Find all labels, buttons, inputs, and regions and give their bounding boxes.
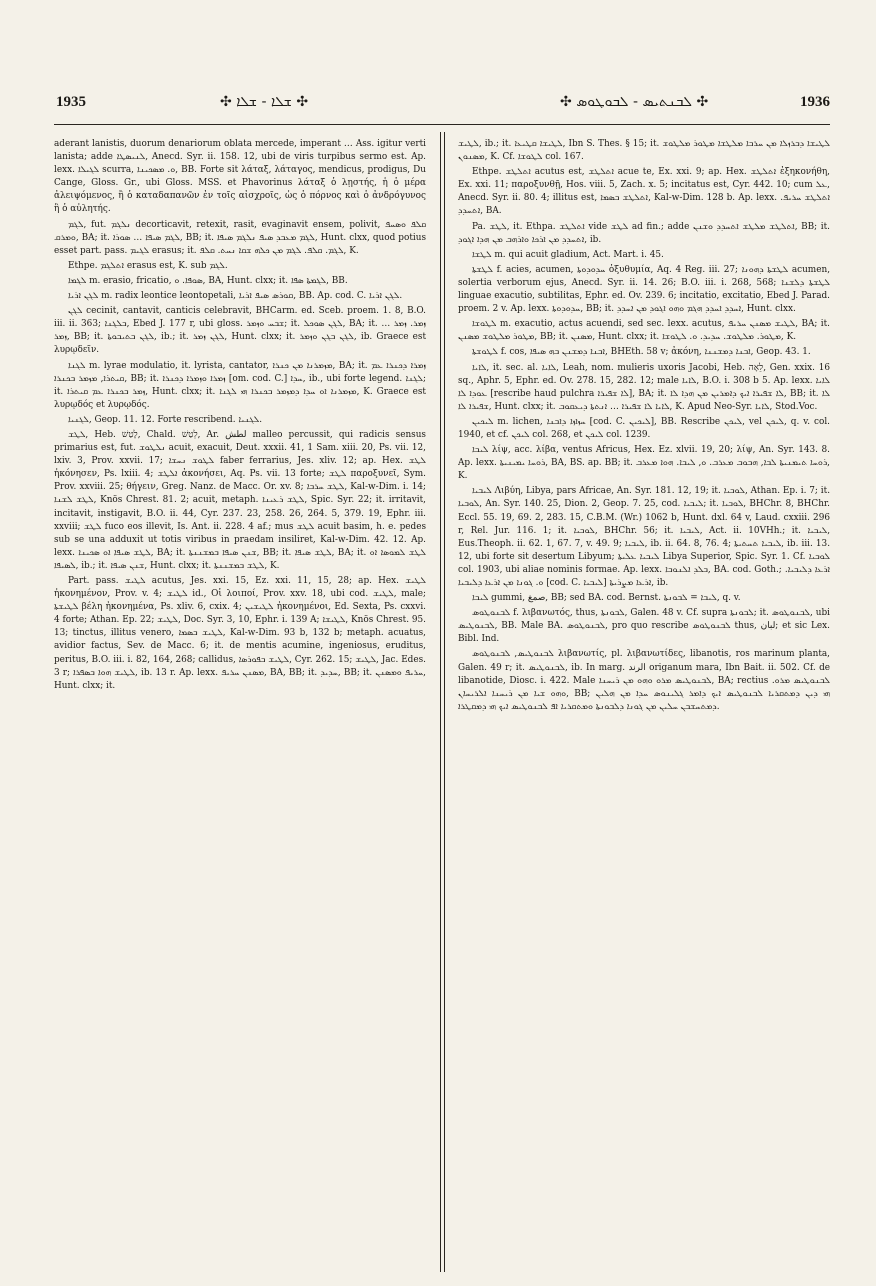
dictionary-entry: ܠܛܘܫܐ m. exacutio, actus acuendi, sed sec. lexx. acutus, ܠܛܝܫ ܡܣܢܢ ܚܪܝܦ, BA; it. ܡܛܘܪ ܡܠܛܘܫ ܡܣܢܢ, BB; it. ܡܣܢܢ, Hunt. clxx; it. ܡܛܘܪ. ܡܠܛܘܫ. ܚܕܝܕ. ܘ. ܠܛܘܫܐ, K. — [458, 319, 830, 343]
page-header — [40, 94, 830, 120]
dictionary-entry: ܠܝܒܝܐ Λιβύη, Libya, pars Africae, An. Syr. 181. 12, 19; it. ܠܘܒܝܐ, Athan. Ep. i. 7; it. ܠܘܒܝܐ, An. Syr. 140. 25, Dion. 2, Geop. 7. 25, cod. ܠܝܒܝܐ; it. ܠܘܒܝܐ, BHChr. 8, BHChr. Eccl. 55. 19, 69. 2, 283. 15, C.B.M. (Wr.) 1062 b, Hunt. dxl. 64 v, Laud. cxxiii. 296 r, Rel. Jur. 116. 1; it. ܠܘܒܝܐ, BHChr. 56; it. ܠܝܒܝܐ, Act. ii. 10VHh.; it. ܠܝܒܝܐ, Eus.Theoph. ii. 62. 1, 67. 7, v. 49. 9; ܠܝܒܝܐ, ib. ii. 64. 8, 76. 4; ܠܝܒܝܐ ܬܚܬܝܬܐ, ib. iii. 13. 12, ubi forte sit desertum Libyum; ܠܝܒܝܐ ܥܠܝܬܐ Libya Superior, Spic. Syr. 1. Cf. ܠܘܒܝܐ col. 1903, ubi aliae nominis formae. Ap. lexx. ܒܠܕ ܐܠܢܘܒܐ, BA. cod. Goth.; ܐܪܥܐ ܕܠܝܒܝܐ. ܘ. ܓܘܢܐ ܡܢ ܐܪܥܐ ܕܠܝܒܝܐ [cod. C. ܠܝܒܝܐ] ܐܪܥܐ ܡܨܪܝܬܐ, ib. — [458, 486, 830, 588]
dictionary-entry: ܠܓܢ cecinit, cantavit, canticis celebravit, BHCarm. ed. Sceb. proem. 1. 8, B.O. iii. ii. 363; ܒܠܓܢܐ, Ebed J. 177 r, ubi gloss. ܫܒܚ ܘܙܡܪ; it. ܠܓܢ ܣܘܟܠ, BA; it. ܙܡܪ. ܙܡܪ … ܙܡܪ, BB; it. ܠܓܢ ܒܬܝܒܘܬܐ, ib.; it. ܠܓܢ ܙܡܪ, Hunt. clxx; it. ܠܓܢ ܒܓܢ ܘܙܡܪ, ib. Graece est λυρῳδεῖν. — [54, 306, 426, 356]
dictionary-entry: ܠܝܒܐ gummi, صمغ, BB; sed BA. cod. Bernst. ܠܝܒܐ = ܠܒܘܢܬܐ, q. v. — [472, 593, 741, 604]
dictionary-entry: ܠܛܫܬܐ f. acies, acumen, ܚܕܘܕܘܬܐ ὀξυθυμία, Aq. 4 Reg. iii. 27; ܠܛܫܬܐ ܕܗܘܢܐ acumen, solertia verborum ejus, Anecd. Syr. ii. 14. 26; B.O. iii. i. 268, 568; ܠܛܫܬܐ ܕܠܫܢܐ linguae exacutio, subtilitas, Ephr. ed. Ov. 239. 6; incitatio, excitatio, Ebed J. Parad. proem. 2 v. Ap. lexx. ܚܕܘܕܘܬܐ, BB; it. ܐܚܕܕ ܐܚܕܕ ܗܓܡ ܘܗܘ ܐܓܘܕ ܡܢ ܐܚܕܕ, Hunt. clxx. — [458, 264, 830, 315]
column-divider — [444, 132, 445, 1272]
dictionary-entry: Part. pass. ܠܛܝܫ acutus, Jes. xxi. 15, Ez. xxi. 11, 15, 28; ap. Hex. ܠܛܝܫ ἠκονημένον, Prov. v. 4; ܠܛܝܫ id., Oἱ λοιποί, Prov. xxv. 18, ubi cod. ܠܛܝܫ, male; ܠܛܝܫܬܐ βέλη ἠκονημένα, Ps. xliv. 6, cxix. 4; ܠܛܝܫܝܢ ἠκονημένοι, Ed. Sexta, Ps. cxxvi. 4 forte; Athan. Ep. 22; ܠܛܝܫ, Doc. Syr. 3, 10, Ephr. i. 139 A; ܠܛܝܫܐ, Knös Chrest. 95. 13; tinctus, illitus venero, ܠܛܝܫ ܒܣܡܐ, Kal-w-Dim. 93 b, 132 b; metaph. acuatus, avidior factus, Sev. de Macc. 6; it. de mentis acumine, ingeniosus, eruditus, peritus, B.O. iii. i. 82, 164, 268; callidus, ܠܛܝܫ ܒܦܘܪܣܐ, Cyr. 262. 15; ܠܛܝܫ, Jac. Edes. 3 r; ܠܛܝܫ ܗܘܐ ܒܣܦܪܐ, ib. 13 r. Ap. lexx. ܡܣܢܢ ܚܪܝܦ, BA, BB; it. ܚܕܝܕ, BB; it. ܚܪܝܦ ܘܡܣܢܢ, Hunt. clxx; it. — [54, 576, 426, 691]
dictionary-entry: ܠܛܫܐ m. qui acuit gladium, Act. Mart. i. 45. — [472, 249, 664, 260]
right-running-title: ✣ ܠܒܢܬܝܣ - ܠܒܘܛܘܣ ✣ — [560, 94, 709, 110]
dictionary-entry: ܠܓܡܐ m. erasio, fricatio, ܣܘܦܐ. ܘ, BA, Hunt. clxx; it. ܠܓܡܬܐ ܣܦܐ, BB. — [68, 275, 348, 286]
column-divider — [440, 132, 441, 1272]
dictionary-entry: ܠܛܝܫ, ib.; it. ܠܛܝܫܐ ܩܛܝܥܐ, Ibn S. Thes. § 15; it. ܠܛܝܫܐ ܕܒܪܙܠܐ ܡܢ ܚܪܒܐ ܡܠܛܫܐ ܡܛܘܪ ܡܠܛܘܫ ܡܣܢܘܢ, K. Cf. ܠܛܘܫܐ col. 167. — [458, 139, 830, 163]
dictionary-entry: ܠܓܢܐ m. lyrae modulatio, it. lyrista, cantator, ܡܙܡܪܢܐ ܡܢ ܟܢܪܐ, BA; it. ܙܡܪܐ ܕܟܢܪܐ ܥܡ ܩܝܬܪܐ, ܡܙܡܪ ܒܟܢܪܐ, BB; it. ܙܡܪܐ ܘܙܡܪܐ ܕܟܢܪܐ [om. cod. C.] ܚܕܐ, ib., ubi forte legend. ܠܓܢܐ; it. ܙܡܪ ܒܟܢܪܐ ܥܡ ܩܝܬܪܐ, Hunt. clxx; it. ܡܙܡܪܢܐ ܐܘ ܚܕܐ ܕܡܙܡܪ ܒܟܢܪܐ ܗܝ ܠܓܢܐ, K. Graece est λυρῳδός et λυρῳδός. — [54, 360, 426, 410]
dictionary-entry: ܠܒܢܘܛܝܣ, ܠܒܢܘܛܘܣ λιβανωτίς, pl. λιβανωτίδες, libanotis, ros marinum planta, Galen. 49 r; it. ܠܒܢܘܛܝܣ, ib. In marg. الرند origanum mara, Ibn Bait. ii. 502. Cf. de libanotide, Diosc. i. 422. Male ܠܒܢܘܛܝܣ ܡܪܘ ܘܗܘ ܡܢ ܪܝܚܢܐ, BA; rectius ܠܒܢܘܛܝܣ ܡܪܘ. ܘܗܘ ܫܝܐ ܡܢ ܪܝܚܢܐ ܐܠܪܝܚܐܢ, BB; ܗܝ ܕܝܢ ܕܡܬܩܪܝܐ ܠܒܢܘܛܝܣ ܐܝܟ ܕܐܡܪ ܓܠܝܢܘܣ ܚܕܐ ܡܢ ܗܠܝܢ ܕܡܬܚܫܒܢ ܚܠܝܢ ܡܢ ܓܘܢܐ ܕܠܒܘܢܬܐ ܘܡܬܩܪܝܐ ܐܦ ܠܒܢܘܛܝܣ ܐܝܟ ܗܝ ܕܡܩܛܪܐ. — [458, 649, 830, 712]
dictionary-entry: Ethpe. ܐܬܠܓܡ erasus est, K. sub ܠܓܡ. — [68, 260, 228, 271]
left-column-number: 1935 — [56, 94, 86, 110]
dictionary-entry: aderant lanistis, duorum denariorum oblata mercede, imperant … Ass. igitur verti lanista; adde ܠܢܝܣܛܐ, Anecd. Syr. ii. 158. 12, ubi de viris turpibus sermo est. Ap. lexx. ܠܓܝܠܐ scurra, ܘ. ܡܣܟܝܢܐ, BB. Forte sit λάταξ, λάταγος, mendicus, prodigus, Du Cange, Gloss. Gr., ubi Gloss. MSS. et Phavorinus λάταξ ὁ λῃστής, ἡ ὁ μέρα ἀλειψόμενος, ἢ ὁ καταδαπανῶν ἐν τοῖς αἰσχροῖς, ὡς ὁ πόρνος καὶ ὁ ἀνδρόγυνος ἢ ὁ αὐλητής. — [54, 139, 426, 215]
dictionary-entry: ܠܝܒܐ λίψ, acc. λίβα, ventus Africus, Hex. Ez. xlvii. 19, 20; λίψ, An. Syr. 143. 8. Ap. lexx. ܪܘܚܐ ܝܡܝܢܝܬܐ, BA, BS. ap. BB; it. ܪܘܚܐ ܬܝܡܢܝܬܐ ܠܒܐ, ܗܒܘܒ ܡܥܪܒ. ܘ, ܠܝܒܐ. ܗܘܐ ܡܥܪܒ, K. — [458, 445, 830, 482]
left-column — [54, 138, 426, 1270]
dictionary-entry: ܠܛܫ, Heb. לָטַשׁ, Chald. לְטַשׁ, Ar. لطش malleo percussit, qui radicis sensus primarius est, fut. ܢܠܛܘܫ acuit, exacuit, Deut. xxxii. 41, 1 Sam. xiii. 20, Ps. vii. 12, lxiv. 3, Prov. xxvii. 17; ܠܛܘܫ ܢܚܫܐ faber ferrarius, Jes. xliv. 12; ap. Hex. ܠܛܫ ἠκόνησεν, Ps. lxiii. 4; ܐܠܛܫ ἀκονήσει, Aq. Ps. vii. 13 forte; ܠܛܫ παροξυνεῖ, Sym. Prov. xxviii. 25; θήγειν, Greg. Nanz. de Macc. Or. xv. 8; ܠܛܫ ܚܪܒܐ, Kal-w-Dim. i. 14; ܠܛܫ ܠܫܢܐ, Knös Chrest. 81. 2; acuit, metaph. ܠܛܫ ܪܥܝܢܐ, Spic. Syr. 22; it. irritavit, incitavit, instigavit, B.O. ii. 44, Cyr. 237. 23, 258. 26, 264. 5, 379. 19, Ephr. iii. xxviii; ܠܛܫ fuco eos illevit, Is. Ant. ii. 228. 4 af.; mus ܠܛܫ acuit basim, h. e. pedes sub se una adduxit ut totis viribus in praedam insiliret, Kal-w-Dim. 42. 12. Ap. lexx. ܠܛܫ ܣܝܦܐ ܐܘ ܣܟܝܢܐ, BA; it. ܫܢܢ ܣܝܦܐ ܒܡܫܢܢܬܐ, BB; it. ܠܛܫ ܣܝܦܐ, BA; it. ܠܛܫ ܠܡܘܣܐ ܐܘ ܠܣܝܦܐ, ib.; it. ܫܢܢ ܣܝܦܐ, Hunt. clxx; it. ܠܛܫ ܒܡܫܢܢܬܐ, K. — [54, 429, 426, 571]
dictionary-entry: ܠܛܘܫܬܐ f. cos, ܐܒܢܐ ܕܡܫܢܢ ܒܗ ܣܝܦܐ, BHEth. 58 v; ἀκόνη, ܐܒܢܐ ܕܡܫܢܢܐ, Geop. 43. 1. — [472, 347, 811, 358]
dictionary-entry: Ethpe. ܐܬܠܛܫ acutus est, ܐܬܠܛܫ acue te, Ex. xxi. 9; ap. Hex. ܐܬܠܛܫ ἐξηκονήθη, Ex. xxi. 11; παροξυνθῇ, Hos. viii. 5, Zach. x. 5; incitatus est, Cyr. 442. 10; cum ܥܠ, Anecd. Syr. ii. 80. 4; illitus est, ܐܬܠܛܫ ܒܣܡܐ, Kal-w-Dim. 128 b. Ap. lexx. ܐܬܠܛܫ ܚܪܝܦ. ܐܬܚܕܕ, BA. — [458, 167, 830, 217]
header-rule — [54, 124, 830, 125]
dictionary-entry: ܠܓܡ, fut. ܢܠܓܡ decorticavit, retexit, rasit, evaginavit ensem, polivit, ܩܠܦ ܘܣܚܦ ܘܡܪܩ, BA; it. ܠܓܡ ܣܝܦܐ … ܣܘܪܐ, BB; it. ܠܓܡ ܡܥܒܕ ܣܝܦ ܢܠܓܡ ܣܝܦܐ, Hunt. clxx, quod potius esset part. pass. ܠܓܝܡ erasus; it. ܠܓܡ. ܩܠܦ. ܠܓܡ ܡܢ ܟܠܗ ܫܩܐ ܢܚܬ. ܩܠܦ, K. — [54, 219, 426, 256]
dictionary-entry: ܠܓܢ ܐܪܝܐ m. radix leontice leontopetali, ܩܘܪܣ ܣܝܦ ܐܪܝܐ, BB. Ap. cod. C. ܠܓܢ ܐܪܝܐ. — [68, 291, 403, 302]
dictionary-entry: ܠܐܝܐ, it. sec. al. ܠܐܝܐ, Leah, nom. mulieris uxoris Jacobi, Heb. לֵאָה, Gen. xxix. 16 sq., Aphr. 5, Ephr. ed. Ov. 278. 15, 282. 12; male ܠܐܝܐ, B.O. i. 308 b 5. Ap. lexx. ܠܐܝܐ ܥܘܕܐ ܠܐ [rescribe haud pulchra ܠܐ ܫܦܝܪܐ], BA; it. ܠܐ ܫܦܝܪܐ ܐܝܟ ܕܐܡܪܝܢ ܡܢ ܗܕܐ ܠܐ, BB; it. ܠܐ ܫܦܝܪܐ ܠܐ, Hunt. clxx; it. ܠܐܝܐ ܠܐ ܫܦܝܪܐ … ܐܢܬܬܐ ܕܝܥܩܘܒ, K. Apud Neo-Syr. ܠܐܝܐ, Stod.Voc. — [458, 362, 830, 412]
right-column-number: 1936 — [800, 94, 830, 110]
dictionary-entry: Pa. ܠܛܫ, it. Ethpa. ܐܬܠܛܫ vide ܠܛܫ ad fin.; adde ܐܬܠܛܫ ܡܠܛܫ ܐܬܚܕܕ ܘܫܢܢ, BB; it. ܐܬܚܕܕ ܡܢ ܐܪܟܐ ܘܐܪܗܒ ܡܢ ܗܕܐ ܐܓܘܕ, ib. — [458, 221, 830, 245]
dictionary-entry: ܠܒܢܘܛܘܣ f. λιβανωτός, thus, ܠܒܘܢܬܐ, Galen. 48 v. Cf. supra ܠܒܘܢܬܐ; it. ܠܒܢܘܛܘܣ, ubi ܠܒܢܘܛܝܣ, BB. Male BA. ܠܒܢܘܛܘܣ, pro quo rescribe ܠܒܢܘܛܘܣ thus, لبان; et sic Lex. Bibl. Ind. — [458, 608, 830, 645]
dictionary-entry: ܠܝܟܝܢ m. lichen, ܚܙܐܙܐ ܕܐܒܢܐ [cod. C. ܠܝܟܝܢ], BB. Rescribe ܠܝܟܢ, vel ܠܝܟܢ, q. v. col. 1940, et cf. ܠܝܟܢ col. 268, et ܠܝܟܢ col. 1239. — [458, 416, 830, 440]
dictionary-entry: ܠܓܢܝܐ, Geop. 11. 12. Forte rescribend. ܠܓܢܝܐ. — [68, 414, 263, 425]
right-column — [458, 138, 830, 1270]
left-running-title: ✣ ܫܠܐ - ܫܠܐ ✣ — [220, 94, 309, 110]
